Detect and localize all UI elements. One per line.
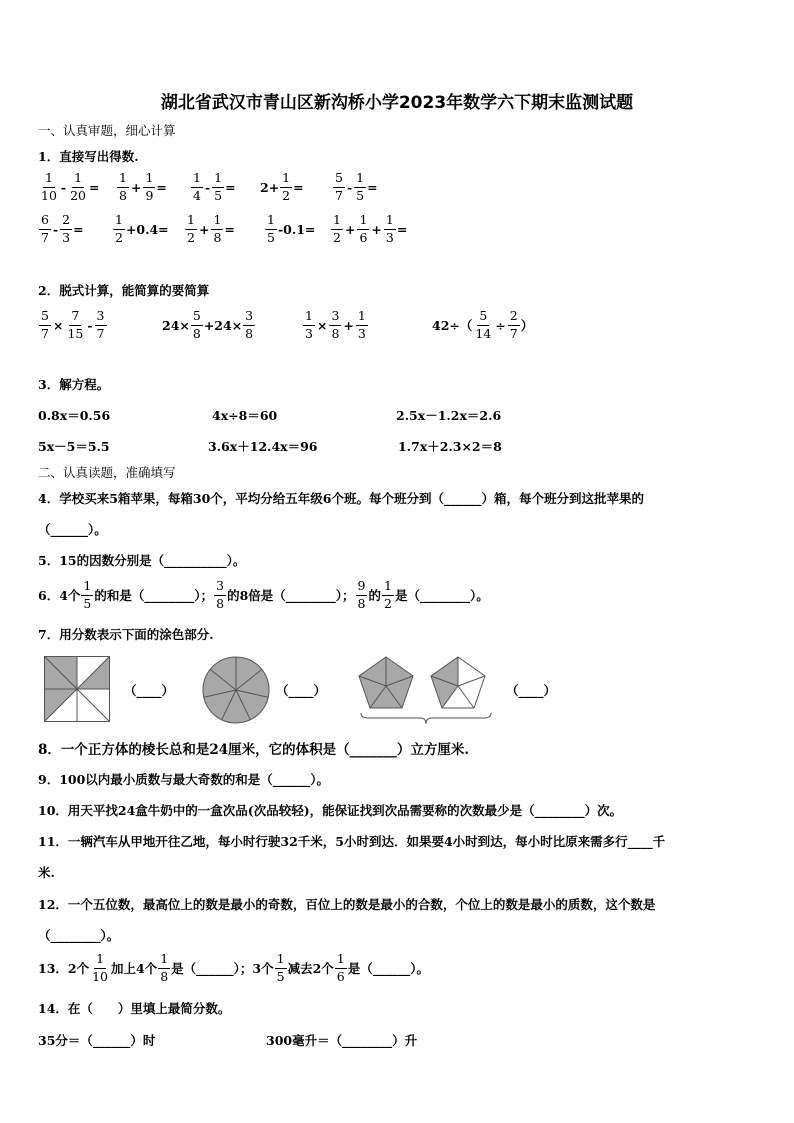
question-4-line-2: （______）。 <box>38 522 107 537</box>
equation: 5x－5＝5.5 <box>38 439 110 454</box>
question-11-line-2: 米. <box>38 865 55 880</box>
question-11-line-1: 11．一辆汽车从甲地开往乙地，每小时行驶32千米，5小时到达．如果要4小时到达，每小时比原来需多行____千 <box>38 834 666 849</box>
question-7-label: 7．用分数表示下面的涂色部分. <box>38 627 214 642</box>
q7-blank-3: （____） <box>506 683 557 698</box>
question-12-line-2: （________）。 <box>38 928 120 943</box>
equation: 4x÷8＝60 <box>212 408 278 423</box>
question-4-line-1: 4．学校买来5箱苹果，每箱30个，平均分给五年级6个班。每个班分到（______）箱，每个班分到这批苹果的 <box>38 491 644 506</box>
q1-r1-e1: $\frac{1}{10}$ - $\frac{1}{20}$ = <box>41 170 100 203</box>
q1-r2-e4: $\frac{1}{5}$ -0.1= <box>267 212 316 245</box>
q2-expr-4: 42÷（ $\frac{5}{14}$ ÷ $\frac{2}{7}$ ） <box>432 308 534 341</box>
q7-blank-1: （____） <box>124 683 175 698</box>
pentagon-figure-1 <box>358 656 414 710</box>
question-14-a: 35分＝（______）时 <box>38 1033 156 1048</box>
question-1-label: 1．直接写出得数. <box>38 149 139 164</box>
q1-r1-e5: $\frac{5}{7}$ - $\frac{1}{5}$ = <box>335 170 378 203</box>
square-figure <box>44 656 110 722</box>
question-13: 13．2个 $\frac{1}{10}$ 加上4个 $\frac{1}{8}$ 是（______）；3个 $\frac{1}{5}$ 减去2个 $\frac{1}{6}$ 是（______）。 <box>38 951 429 984</box>
question-6: 6．4个 $\frac{1}{5}$ 的和是（________）； $\frac{3}{8}$ 的8倍是（________）； $\frac{9}{8}$ 的 $\frac{1}{2}$ 是（________）。 <box>38 578 489 611</box>
equation: 2.5x－1.2x＝2.6 <box>396 408 502 423</box>
circle-figure <box>202 656 270 724</box>
page-title: 湖北省武汉市青山区新沟桥小学2023年数学六下期末监测试题 <box>160 93 634 113</box>
section-heading-2: 二、认真读题，准确填写 <box>38 465 176 480</box>
equation: 1.7x＋2.3×2＝8 <box>398 439 502 454</box>
q7-blank-2: （____） <box>276 683 327 698</box>
equation: 3.6x＋12.4x＝96 <box>208 439 318 454</box>
question-2-label: 2．脱式计算，能简算的要简算 <box>38 283 210 298</box>
q1-r1-e2: $\frac{1}{8}$ + $\frac{1}{9}$ = <box>119 170 167 203</box>
q2-expr-1: $\frac{5}{7}$ × $\frac{7}{15}$ - $\frac{3}{7}$ <box>41 308 105 341</box>
section-heading-1: 一、认真审题，细心计算 <box>38 123 176 138</box>
question-14-b: 300毫升＝（________）升 <box>266 1033 418 1048</box>
equation: 0.8x＝0.56 <box>38 408 111 423</box>
q2-expr-2: 24× $\frac{5}{8}$ +24× $\frac{3}{8}$ <box>162 308 254 341</box>
q1-r1-e3: $\frac{1}{4}$ - $\frac{1}{5}$ = <box>193 170 236 203</box>
question-3-label: 3．解方程。 <box>38 377 110 392</box>
q2-expr-3: $\frac{1}{3}$ × $\frac{3}{8}$ + $\frac{1}{3}$ <box>305 308 366 341</box>
q1-r2-e5: $\frac{1}{2}$ + $\frac{1}{6}$ + $\frac{1}{3}$ = <box>333 212 408 245</box>
question-5: 5．15的因数分别是（__________）。 <box>38 553 246 568</box>
q1-r1-e4: 2+ $\frac{1}{2}$ = <box>260 170 304 203</box>
pentagon-figure-2 <box>430 656 486 710</box>
q1-r2-e1: $\frac{6}{7}$ - $\frac{2}{3}$ = <box>41 212 84 245</box>
question-8: 8．一个正方体的棱长总和是24厘米，它的体积是（_______）立方厘米. <box>38 742 470 758</box>
q1-r2-e2: $\frac{1}{2}$ +0.4= <box>115 212 169 245</box>
q1-r2-e3: $\frac{1}{2}$ + $\frac{1}{8}$ = <box>187 212 235 245</box>
question-12-line-1: 12．一个五位数，最高位上的数是最小的奇数，百位上的数是最小的合数，个位上的数是最小的质数，这个数是 <box>38 897 656 912</box>
question-14-label: 14．在（ ）里填上最简分数。 <box>38 1001 231 1016</box>
question-9: 9．100以内最小质数与最大奇数的和是（______）。 <box>38 772 330 787</box>
brace-icon <box>360 712 492 726</box>
question-10: 10．用天平找24盒牛奶中的一盒次品(次品较轻)，能保证找到次品需要称的次数最少是（________）次。 <box>38 803 623 818</box>
